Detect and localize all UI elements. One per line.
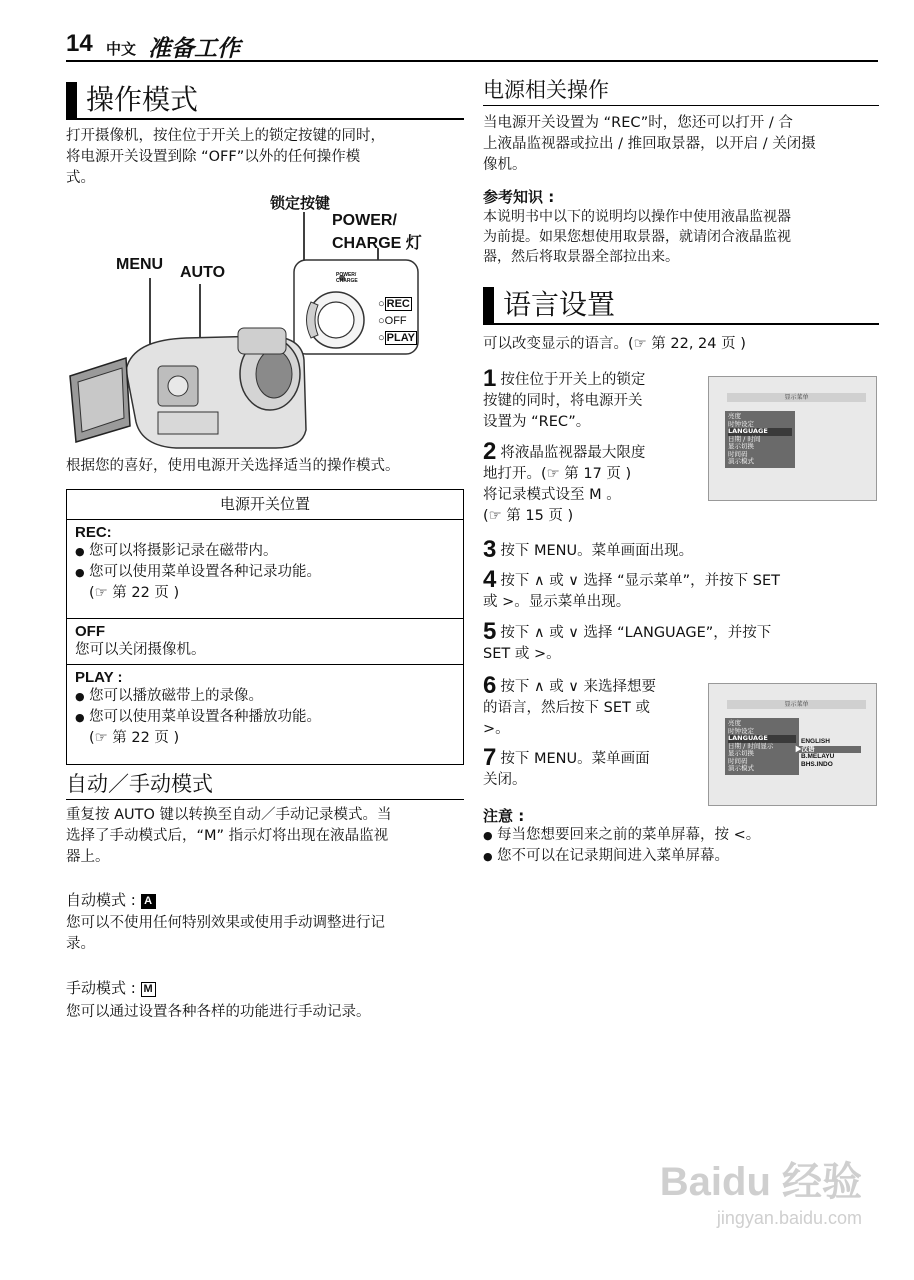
power-ops-text: 当电源开关设置为 “REC”时，您还可以打开 / 合 上液晶监视器或拉出 / 推回取景器，以开启 / 关闭摄 像机。 [483,115,816,173]
menu-list: 亮度 时钟设定 LANGUAGE 日期 / 时间显示 显示切换 时间码 演示模式 [725,718,799,775]
table-row-off: OFF 您可以关闭摄像机。 [67,618,463,664]
label-power-charge-1: POWER/ [332,212,397,229]
caution-list [483,825,883,867]
step-5: 5 按下 ∧ 或 ∨ 选择 “LANGUAGE”，并按下 SET 或 >。 [483,618,772,662]
list-item: ● 每当您想要回来之前的菜单屏幕，按 <。 [483,825,883,846]
auto-mode-text: 您可以不使用任何特别效果或使用手动调整进行记 录。 [66,915,385,952]
step-4: 4 按下 ∧ 或 ∨ 选择 “显示菜单”，并按下 SET 或 >。显示菜单出现。 [483,566,780,610]
power-switch-table [66,489,464,765]
manual-mode-text: 您可以通过设置各种各样的功能进行手动记录。 [66,1004,371,1020]
watermark-brand: Baidu 经验 [659,1160,862,1204]
list-item: ● 您可以使用菜单设置各种记录功能。 [75,562,455,583]
step-2: 2 将液晶监视器最大限度 地打开。(☞ 第 17 页 ) 将记录模式设至 M 。 (☞ 第 15 页 ) [483,438,646,524]
table-header: 电源开关位置 [219,495,310,513]
menu-screen-1: 显示菜单 亮度 时钟设定 LANGUAGE 日期 / 时间 显示切换 时间码 演示模式 [708,376,877,501]
section-heading-language: 语言设置 [483,281,879,325]
dial-play: PLAY [386,332,415,344]
auto-mode-icon: A [141,894,156,909]
page-reference: (☞ 第 22 页 ) [89,585,180,601]
step-7: 7 按下 MENU。菜单画面 关闭。 [483,744,650,788]
page-number: 14 [66,30,93,57]
list-item: ● 您可以将摄影记录在磁带内。 [75,541,455,562]
label-auto: AUTO [180,264,226,281]
section-heading-operation-mode [66,76,464,120]
page-reference: (☞ 第 22 页 ) [89,730,180,746]
figure-caption: 根据您的喜好，使用电源开关选择适当的操作模式。 [66,458,400,474]
operation-mode-intro: 打开摄像机，按住位于开关上的锁定按键的同时， 将电源开关设置到除 “OFF”以外的任何操作模 式。 [66,128,385,186]
heading-bar [483,287,494,325]
step-6: 6 按下 ∧ 或 ∨ 来选择想要 的语言，然后按下 SET 或 >。 [483,672,657,737]
caution-title: 注意 : [483,807,525,825]
menu-screen-2: 显示菜单 亮度 时钟设定 LANGUAGE 日期 / 时间显示 显示切换 时间码 演示模式 ENGLISH ▶汉语 B.MELAYU BHS.INDO [708,683,877,806]
dial-rec: REC [386,298,410,310]
power-dial-positions: ○ REC ○OFF ○ PLAY [378,298,415,344]
heading-bar [66,82,77,120]
manual-mode-icon: M [141,982,156,997]
auto-manual-text: 重复按 AUTO 键以转换至自动／手动记录模式。当 选择了手动模式后，“M” 指示灯将出现在液晶监视 器上。 [66,807,392,865]
section-heading-power-ops: 电源相关操作 [483,74,879,106]
selected-language: ▶汉语 [795,746,861,754]
list-item: ● 您可以使用菜单设置各种播放功能。 [75,707,455,728]
dial-small-label: POWER/ CHARGE [336,272,358,284]
language-intro: 可以改变显示的语言。(☞ 第 22, 24 页 ) [483,336,746,352]
note-text: 本说明书中以下的说明均以操作中使用液晶监视器 为前提。如果您想使用取景器，就请闭合液晶监视 器，然后将取景器全部拉出来。 [483,209,791,265]
section-heading-auto-manual: 自动／手动模式 [66,768,464,800]
manual-mode-title: 手动模式 : M [66,977,156,998]
watermark-url: jingyan.baidu.com [716,1208,862,1228]
language-options: ENGLISH ▶汉语 B.MELAYU BHS.INDO [801,738,861,768]
camcorder-figure [66,190,466,452]
language-label: 中文 [106,40,137,58]
table-row-rec: REC: ● 您可以将摄影记录在磁带内。 ● 您可以使用菜单设置各种记录功能。 (☞ 第 22 页 ) [67,519,463,618]
menu-list: 亮度 时钟设定 LANGUAGE 日期 / 时间 显示切换 时间码 演示模式 [725,411,795,468]
table-row-play: PLAY : ● 您可以播放磁带上的录像。 ● 您可以使用菜单设置各种播放功能。 (☞ 第 22 页 ) [67,664,463,763]
selection-arrow-icon: ▶ [795,745,802,753]
note-title: 参考知识 : [483,188,555,206]
label-power-charge-2: CHARGE 灯 [332,235,422,252]
page-header [66,28,878,62]
auto-mode-title: 自动模式 : A [66,889,156,910]
label-menu: MENU [116,256,164,273]
list-item: ● 您不可以在记录期间进入菜单屏幕。 [483,846,883,867]
step-3: 3 按下 MENU。菜单画面出现。 [483,536,694,563]
dial-off: OFF [384,315,407,327]
list-item: ● 您可以播放磁带上的录像。 [75,686,455,707]
step-1: 1 按住位于开关上的锁定 按键的同时，将电源开关 设置为 “REC”。 [483,365,646,430]
heading-text: 操作模式 [86,83,199,116]
chapter-title: 准备工作 [148,36,240,62]
label-lock-button: 锁定按键 [270,195,331,212]
